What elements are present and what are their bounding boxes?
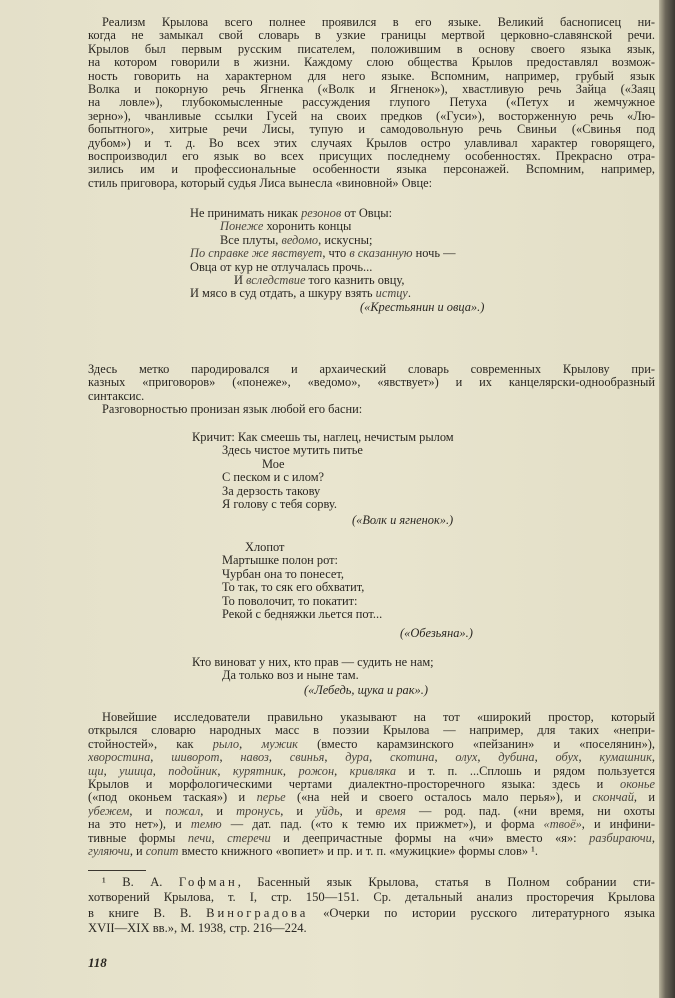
text-run: , <box>152 764 169 778</box>
verse-line <box>192 431 492 444</box>
text-run: Все плуты, <box>220 232 282 247</box>
text-run: Новейшие исследователи правильно указывают на тот «широкий простор, который <box>102 711 655 724</box>
italic-word: темю <box>190 818 222 832</box>
italic-word: вследствие <box>246 272 306 287</box>
verse-line <box>192 444 492 457</box>
text-run: , <box>217 764 233 778</box>
text-run: Чурбан она то понесет, <box>222 566 344 581</box>
text-run: , <box>268 751 290 765</box>
verse-line <box>190 287 520 300</box>
poem-lebed-shchuka-i-rak <box>192 656 492 697</box>
text-run: Кто виноват у них, кто прав — судить не нам; <box>192 655 434 669</box>
text-line <box>88 163 655 176</box>
text-line <box>88 150 655 163</box>
text-line <box>88 711 655 724</box>
text-run: XVII—XIX вв.», М. 1938, стр. 216—224. <box>88 921 307 936</box>
text-line <box>88 96 655 109</box>
text-line <box>88 890 655 905</box>
italic-word: оконье <box>620 777 655 791</box>
italic-word: Понеже <box>220 219 264 234</box>
italic-word: рыло <box>212 737 240 751</box>
text-run: , <box>239 737 262 751</box>
italic-word: обух <box>555 751 579 765</box>
text-line <box>88 921 655 936</box>
poem-volk-i-yagnenok <box>192 431 492 528</box>
verse-line <box>222 554 482 567</box>
text-run: бопытного», хитрые речи Лисы, тупую и самодовольную речь Свиньи («Свинья под <box>88 123 655 137</box>
text-run: , и <box>339 804 376 818</box>
text-run: , <box>434 751 456 765</box>
text-run: ¹ В. А. <box>102 875 179 889</box>
verse-line <box>222 541 482 554</box>
italic-word: печи <box>187 831 212 845</box>
text-run: , <box>103 764 120 778</box>
text-line <box>88 805 655 818</box>
italic-word: гуляючи <box>88 844 130 858</box>
italic-word: дубина <box>498 751 535 765</box>
text-run: , и <box>129 804 166 818</box>
italic-word: курятник <box>232 764 283 778</box>
verse-line <box>192 458 492 471</box>
fable-attribution: («Волк и ягненок».) <box>352 513 454 528</box>
text-run: , <box>219 751 241 765</box>
italic-word: мужик <box>261 737 298 751</box>
text-line <box>88 845 655 858</box>
text-run: , что <box>322 246 350 261</box>
text-run: хоронить концы <box>263 219 352 234</box>
text-run: «Очерки по истории русского литературного языка <box>308 905 655 920</box>
italic-word: разбираючи <box>589 831 652 845</box>
text-run: от Овцы: <box>341 206 393 220</box>
text-run: Кричит: Как смеешь ты, наглец, нечистым рылом <box>192 430 454 444</box>
verse-line <box>192 669 492 682</box>
text-line <box>88 110 655 123</box>
text-run: стиль приговора, который судья Лиса вынесла «виновной» Овце: <box>88 176 433 190</box>
italic-word: время <box>375 804 406 818</box>
text-run: Да только воз и ныне там. <box>222 668 359 683</box>
text-run: («под оконьем таская») и <box>88 791 257 805</box>
text-run: Мое <box>262 456 285 471</box>
verse-line <box>190 274 520 287</box>
text-line <box>88 791 655 804</box>
italic-word: подойник <box>168 764 218 778</box>
verse-line <box>190 261 520 274</box>
italic-word: стеречи <box>227 831 271 845</box>
text-run: на котором говорили в жизни. Каждому слою общества Крылов предоставлял возмож- <box>88 56 655 70</box>
author-name: Гофман <box>178 875 238 889</box>
text-line <box>88 43 655 56</box>
text-run: («на ней и своего осталось мало перья»), и <box>285 791 593 805</box>
italic-word: в сказанную <box>349 246 413 261</box>
italic-word: пожал <box>165 804 201 818</box>
text-run: , <box>334 764 350 778</box>
italic-word: навоз <box>240 751 269 765</box>
text-run: За дерзость такову <box>222 483 321 498</box>
text-run: , и <box>280 804 317 818</box>
text-run: , <box>369 751 390 765</box>
italic-word: кривляка <box>349 764 397 778</box>
text-line <box>88 751 655 764</box>
text-run: , <box>324 751 346 765</box>
italic-word: уйдь <box>316 804 340 818</box>
text-line <box>88 376 655 389</box>
text-run: Крылов и морфологическими чертами диалектно-просторечного языка: здесь и <box>88 777 620 791</box>
paragraph-krylov-realism <box>88 16 655 190</box>
text-run: Крылов был первым русским писателем, положившим в основу своего языка язык, <box>88 42 655 56</box>
verse-line <box>222 581 482 594</box>
text-run: Здесь чистое мутить питье <box>222 443 363 458</box>
paragraph-archaic-vocabulary <box>88 363 655 417</box>
italic-word: перье <box>256 791 286 805</box>
text-run: и т. п. ...Сплошь и рядом пользуется <box>396 764 655 778</box>
text-run: казных «приговоров» («понеже», «ведомо», «явствует») и их канцелярски-однообразный <box>88 376 655 390</box>
text-run: То поволочит, то покатит: <box>222 593 358 608</box>
text-run: воспроизводил его язык во всех присущих последнему особенностях. Прекрасно отра- <box>88 149 655 163</box>
italic-word: По справке же явствует <box>190 246 323 261</box>
text-run: — род. пад. («ни время, ни охоты <box>405 804 655 818</box>
verse-line <box>192 485 492 498</box>
italic-word: истцу <box>375 286 408 301</box>
italic-word: ушица <box>119 764 153 778</box>
text-run: То так, то сяк его обхватит, <box>222 580 365 595</box>
text-run: , <box>651 831 655 845</box>
text-run: , <box>211 831 228 845</box>
text-run: в книге В. В. <box>88 905 207 920</box>
italic-word: кумашник <box>599 751 652 765</box>
italic-word: хворостина <box>88 751 151 765</box>
text-run: , и <box>200 804 237 818</box>
text-line <box>88 875 655 890</box>
verse-line <box>190 234 520 247</box>
italic-word: скотина <box>389 751 435 765</box>
italic-word: резонов <box>301 206 342 220</box>
text-run: Овца от кур не отлучалась прочь... <box>190 259 373 274</box>
text-line <box>88 818 655 831</box>
fable-attribution: («Крестьянин и овца».) <box>360 299 485 314</box>
page-number: 118 <box>88 955 107 970</box>
italic-word: свинья <box>289 751 325 765</box>
text-run: С песком и с илом? <box>222 470 325 485</box>
poem-obezyana <box>222 541 482 641</box>
verse-line <box>192 498 492 511</box>
verse-line <box>190 207 520 220</box>
verse-line <box>222 568 482 581</box>
italic-word: тронусь <box>236 804 281 818</box>
text-line <box>88 906 655 921</box>
italic-word: сопит <box>145 844 179 858</box>
verse-line <box>192 656 492 669</box>
text-run: И <box>234 272 247 287</box>
text-line <box>88 123 655 136</box>
italic-word: олух <box>455 751 478 765</box>
text-run: ночь — <box>412 246 456 261</box>
italic-word: щи <box>88 764 104 778</box>
verse-line <box>222 608 482 621</box>
text-run: Хлопот <box>245 540 285 554</box>
text-run: , и <box>633 791 655 805</box>
verse-line <box>190 247 520 260</box>
text-run: на это нет»), и <box>88 818 191 832</box>
fable-attribution: («Лебедь, щука и рак».) <box>304 682 428 697</box>
text-run: . <box>407 286 411 301</box>
italic-word: скончай <box>592 791 634 805</box>
text-line <box>88 56 655 69</box>
text-run: хотворений Крылова, т. I, стр. 150—151. Ср. детальный анализ просторечия Крылова <box>88 890 655 905</box>
author-name: Виноградова <box>206 905 309 920</box>
verse-line <box>222 595 482 608</box>
text-run: того казнить овцу, <box>305 272 405 287</box>
italic-word: рожон <box>298 764 335 778</box>
text-run: дубом») и т. д. Во всех этих случаях Крылов остро улавливал характер говорящего, <box>88 136 655 150</box>
poem-krestyanin-i-ovtsa <box>190 207 520 314</box>
text-run: Мартышке полон рот: <box>222 553 338 568</box>
text-run: зерно»), чванливые ссылки Гусей на своих предков («Гуси»), восторженную речь «Лю- <box>88 109 655 123</box>
text-run: на ловле»), глубокомысленные рассуждения глупого Петуха («Петух и жемчужное <box>88 96 655 110</box>
text-line <box>88 778 655 791</box>
text-run: Здесь метко пародировался и архаический словарь современных Крылову при- <box>88 363 655 376</box>
italic-word: шиворот <box>171 751 220 765</box>
text-run: (вместо карамзинского «пейзанин» и «поселянин»), <box>297 737 655 751</box>
paragraph-researchers <box>88 711 655 858</box>
text-run: открылся словарю народных масс в поэзии Крылова — например, для таких «непри- <box>88 724 655 738</box>
italic-word: ведомо <box>281 232 319 247</box>
text-run: Не принимать никак <box>190 206 302 220</box>
text-run: Разговорностью пронизан язык любой его басни: <box>102 403 363 417</box>
text-run: когда не замыкал свой словарь в узкие границы мертвой церковно-славянской речи. <box>88 29 655 43</box>
text-run: , <box>651 751 655 765</box>
text-run: зились им и профессиональные особенности языка персонажей. Вспомним, например, <box>88 163 655 177</box>
italic-word: дура <box>345 751 370 765</box>
text-run: стойностей», как <box>88 737 213 751</box>
footnote-divider <box>88 870 146 871</box>
text-run: , <box>578 751 600 765</box>
text-line <box>88 390 655 403</box>
text-run: тивные формы <box>88 831 188 845</box>
fable-attribution: («Обезьяна».) <box>400 626 473 641</box>
text-line <box>88 363 655 376</box>
text-line <box>88 832 655 845</box>
text-run: , Басенный язык Крылова, статья в Полном собрании сти- <box>237 875 655 889</box>
text-run: , <box>282 764 299 778</box>
text-run: И мясо в суд отдать, а шкуру взять <box>190 286 376 301</box>
text-run: Волка и покорную речь Ягненка («Волк и Ягненок»), хвастливую речь Зайца («Заяц <box>88 82 655 96</box>
text-run: Реализм Крылова всего полнее проявился в его языке. Великий баснописец ни- <box>102 16 655 29</box>
text-run: — дат. пад. («то к темю их прижмет»), и форма <box>221 818 544 832</box>
text-run: , <box>534 751 556 765</box>
text-run: , искусны; <box>318 232 373 247</box>
italic-word: «твоё» <box>543 818 582 832</box>
text-line <box>88 765 655 778</box>
text-line <box>88 137 655 150</box>
text-line <box>88 177 655 190</box>
text-run: ность говорить на характерном для него языке. Вспомним, например, грубый язык <box>88 69 655 83</box>
text-line <box>88 738 655 751</box>
text-run: и деепричастные формы на «чи» вместо «я»: <box>270 831 590 845</box>
text-run: , и <box>129 844 146 858</box>
text-run: , и инфини- <box>581 818 655 832</box>
text-line <box>88 724 655 737</box>
text-line <box>88 16 655 29</box>
text-line <box>88 29 655 42</box>
text-run: синтаксис. <box>88 389 145 403</box>
text-line <box>88 403 655 416</box>
italic-word: убежем <box>88 804 130 818</box>
text-line <box>88 83 655 96</box>
verse-line <box>192 471 492 484</box>
text-run: , <box>477 751 499 765</box>
text-line <box>88 70 655 83</box>
text-run: Я голову с тебя сорву. <box>222 496 337 511</box>
footnote <box>88 875 655 937</box>
book-spine-shadow <box>659 0 675 998</box>
text-run: , <box>150 751 172 765</box>
text-run: вместо книжного «вопиет» и пр. и т. п. «мужицкие» формы слов» ¹. <box>178 844 538 858</box>
text-run: Рекой с бедняжки льется пот... <box>222 606 383 621</box>
verse-line <box>190 220 520 233</box>
